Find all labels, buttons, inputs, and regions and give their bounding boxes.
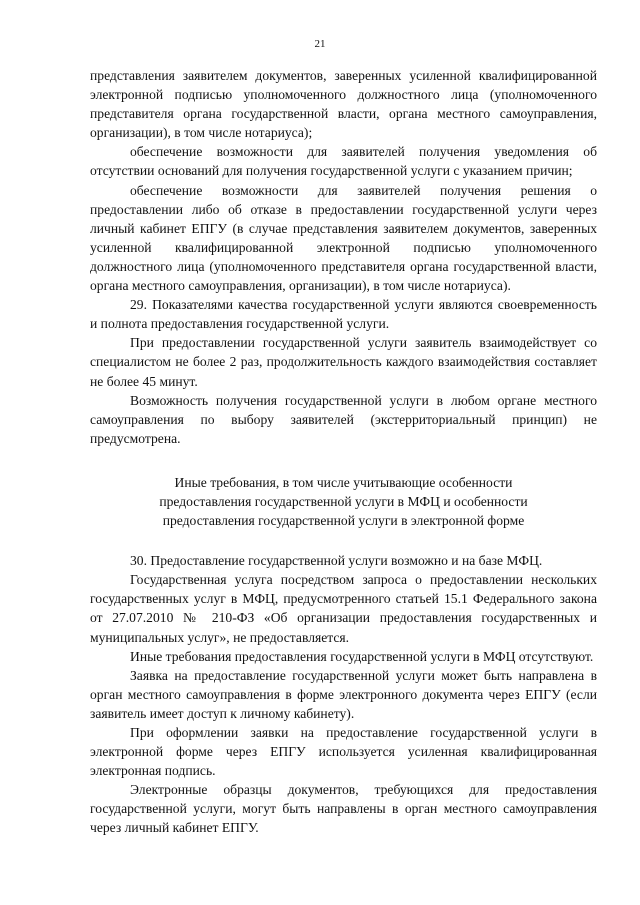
paragraph: обеспечение возможности для заявителей получения решения о предоставлении либо об отказе в предоставлении государственной услуги через личный кабинет ЕПГУ (в случае представления заявителем документов, заверенных усиленной квалифицированной электронной подписью уполномоченного должностного лица (уполномоченного представителя органа государственной власти, органа местного самоуправления, организации), в том числе нотариуса). — [90, 182, 597, 294]
paragraph: представления заявителем документов, заверенных усиленной квалифицированной электронной подписью уполномоченного должностного лица (уполномоченного представителя органа государственной власти, органа местного самоуправления, организации), в том числе нотариуса); — [90, 68, 597, 141]
page-number: 21 — [314, 38, 326, 50]
section-heading-line: Иные требования, в том числе учитывающие особенности — [174, 474, 513, 490]
paragraph: 29. Показателями качества государственной услуги являются своевременность и полнота предоставления государственной услуги. — [90, 297, 597, 332]
paragraph: обеспечение возможности для заявителей получения уведомления об отсутствии оснований для получения государственной услуги с указанием причин; — [90, 144, 597, 179]
paragraph: 30. Предоставление государственной услуги возможно и на базе МФЦ. — [130, 553, 543, 569]
section-heading-line: предоставления государственной услуги в МФЦ и особенности — [159, 493, 528, 509]
paragraph: Иные требования предоставления государственной услуги в МФЦ отсутствуют. — [130, 648, 594, 664]
paragraph: При оформлении заявки на предоставление государственной услуги в электронной форме через ЕПГУ используется усиленная квалифицированная электронная подпись. — [90, 725, 597, 779]
paragraph: Возможность получения государственной услуги в любом органе местного самоуправления по выбору заявителей (экстерриториальный принцип) не предусмотрена. — [90, 392, 597, 446]
document-body — [90, 66, 597, 838]
section-heading-line: предоставления государственной услуги в электронной форме — [162, 513, 525, 529]
paragraph: Электронные образцы документов, требующихся для предоставления государственной услуги, могут быть направлены в орган местного самоуправления через личный кабинет ЕПГУ. — [90, 782, 597, 836]
section-heading — [90, 473, 597, 530]
paragraph: Заявка на предоставление государственной услуги может быть направлена в орган местного самоуправления в форме электронного документа через ЕПГУ (если заявитель имеет доступ к личному кабинету). — [90, 667, 597, 721]
paragraph: При предоставлении государственной услуги заявитель взаимодействует со специалистом не более 2 раз, продолжительность каждого взаимодействия составляет не более 45 минут. — [90, 335, 597, 389]
paragraph: Государственная услуга посредством запроса о предоставлении нескольких государственных услуг в МФЦ, предусмотренного статьей 15.1 Федерального закона от 27.07.2010 № 210-ФЗ «Об организации предоставления государственных и муниципальных услуг», не предоставляется. — [90, 572, 597, 645]
